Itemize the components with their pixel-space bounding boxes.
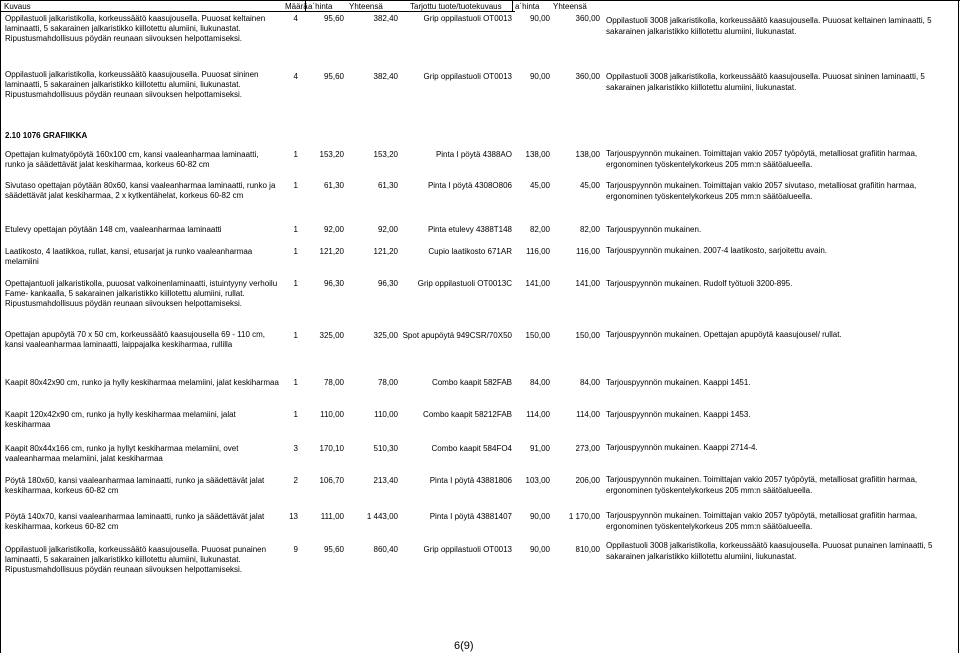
row-total: 1 443,00	[366, 512, 398, 521]
row-quantity: 1	[293, 247, 298, 256]
row-unit-price: 121,20	[319, 247, 344, 256]
row-description: Opettajantuoli jalkaristikolla, puuosat valkoinenlaminaatti, istuintyyny verhoilu Fame- kankaalla, 5 sakarainen jalkaristikko kiillotettu alumiini, rullat. Ripustusmahdollisuus pöydän reunaan siivouksen helpottamiseksi.	[5, 279, 278, 308]
row-offer-total: 360,00	[575, 14, 600, 23]
header-ahinta-offer: a´hinta	[515, 2, 540, 11]
row-unit-price: 95,60	[323, 14, 344, 23]
row-unit-price: 92,00	[323, 225, 344, 234]
row-description: Etulevy opettajan pöytään 148 cm, vaaleanharmaa laminaatti	[5, 225, 222, 234]
header-ahinta: a´hinta	[308, 2, 333, 11]
row-total: 153,20	[373, 150, 398, 159]
row-unit-price: 325,00	[319, 331, 344, 340]
row-offered-product: Combo kaapit 584FO4	[431, 444, 512, 453]
row-offer-note: Tarjouspyynnön mukainen.	[606, 225, 702, 234]
row-offered-product: Cupio laatikosto 671AR	[428, 247, 512, 256]
row-quantity: 1	[293, 331, 298, 340]
row-quantity: 1	[293, 181, 298, 190]
row-offer-note: Tarjouspyynnön mukainen. Toimittajan vakio 2057 työpöytä, metalliosat grafiitin harmaa, ergonominen työskentelykorkeus 205 mm:n säätöalueella.	[606, 149, 918, 169]
row-unit-price: 96,30	[323, 279, 344, 288]
row-total: 325,00	[373, 331, 398, 340]
row-total: 96,30	[377, 279, 398, 288]
row-offered-product: Grip oppilastuoli OT0013	[423, 545, 512, 554]
row-unit-price: 95,60	[323, 72, 344, 81]
row-offer-total: 206,00	[575, 476, 600, 485]
row-offer-total: 114,00	[576, 410, 600, 419]
row-quantity: 4	[293, 14, 298, 23]
row-total: 78,00	[377, 378, 398, 387]
row-quantity: 9	[293, 545, 298, 554]
row-offer-unit-price: 90,00	[529, 512, 550, 521]
row-unit-price: 111,00	[320, 512, 344, 521]
row-offer-note: Tarjouspyynnön mukainen. Kaappi 1451.	[606, 378, 751, 387]
row-total: 860,40	[373, 545, 398, 554]
row-description: Opettajan apupöytä 70 x 50 cm, korkeussäätö kaasujousella 69 - 110 cm, kansi vaaleanharmaa laminaatti, laippajalka keskiharmaa, rullilla	[5, 330, 266, 349]
row-description: Laatikosto, 4 laatikkoa, rullat, kansi, etusarjat ja runko vaaleanharmaa melamiini	[5, 247, 253, 266]
row-total: 382,40	[373, 72, 398, 81]
row-description: Oppilastuoli jalkaristikolla, korkeussäätö kaasujousella. Puuosat sininen laminaatti, 5 sakarainen jalkaristikko kiillotettu alumiini, liukunastat. Ripustusmahdollisuus pöydän reunaan siivouksen helpottamiseksi.	[5, 70, 259, 99]
row-description: Kaapit 120x42x90 cm, runko ja hylly keskiharmaa melamiini, jalat keskiharmaa	[5, 410, 236, 429]
row-offer-note: Tarjouspyynnön mukainen. Opettajan apupöytä kaasujousel/ rullat.	[606, 330, 842, 339]
row-quantity: 13	[289, 512, 298, 521]
header-yhteensa: Yhteensä	[349, 2, 383, 11]
row-offer-note: Tarjouspyynnön mukainen. Rudolf työtuoli 3200-895.	[606, 279, 793, 288]
row-description: Oppilastuoli jalkaristikolla, korkeussäätö kaasujousella. Puuosat keltainen laminaatti, 5 sakarainen jalkaristikko kiillotettu alumiini, liukunastat. Ripustusmahdollisuus pöydän reunaan siivouksen helpottamiseksi.	[5, 14, 266, 43]
row-unit-price: 95,60	[323, 545, 344, 554]
row-offer-total: 1 170,00	[568, 512, 600, 521]
row-quantity: 1	[293, 378, 298, 387]
row-offer-note: Oppilastuoli 3008 jalkaristikolla, korkeussäätö kaasujousella. Puuosat sininen laminaatti, 5 sakarainen jalkaristikko kiillotettu alumiini, liukunastat.	[606, 72, 925, 92]
row-offer-unit-price: 82,00	[529, 225, 550, 234]
row-quantity: 2	[293, 476, 298, 485]
row-quantity: 1	[293, 225, 298, 234]
row-offer-note: Tarjouspyynnön mukainen. Toimittajan vakio 2057 työpöytä, metalliosat grafiitin harmaa, ergonominen työskentelykorkeus 205 mm:n säätöalueella.	[606, 511, 918, 531]
row-offered-product: Pinta I pöytä 43881806	[429, 476, 512, 485]
row-description: Pöytä 140x70, kansi vaaleanharmaa laminaatti, runko ja säädettävät jalat keskiharmaa, korkeus 60-82 cm	[5, 512, 265, 531]
row-offer-unit-price: 45,00	[529, 181, 550, 190]
row-unit-price: 170,10	[319, 444, 344, 453]
row-unit-price: 153,20	[319, 150, 344, 159]
row-offer-total: 273,00	[575, 444, 600, 453]
row-offer-unit-price: 114,00	[526, 410, 550, 419]
row-quantity: 1	[293, 410, 298, 419]
row-total: 92,00	[377, 225, 398, 234]
row-offer-note: Tarjouspyynnön mukainen. Kaappi 2714-4.	[606, 443, 758, 452]
row-offered-product: Grip oppilastuoli OT0013C	[417, 279, 512, 288]
row-offer-note: Tarjouspyynnön mukainen. 2007-4 laatikosto, sarjoitettu avain.	[606, 246, 828, 255]
row-total: 121,20	[373, 247, 398, 256]
row-unit-price: 110,00	[320, 410, 344, 419]
row-offer-total: 360,00	[575, 72, 600, 81]
row-unit-price: 61,30	[323, 181, 344, 190]
row-offer-note: Oppilastuoli 3008 jalkaristikolla, korkeussäätö kaasujousella. Puuosat keltainen laminaatti, 5 sakarainen jalkaristikko kiillotettu alumiini, liukunastat.	[606, 16, 932, 36]
left-border	[0, 0, 1, 653]
row-description: Sivutaso opettajan pöytään 80x60, kansi vaaleanharmaa laminaatti, runko ja säädettävät jalat keskiharmaa, 2 x kytkentähelat, korkeus 60-82 cm	[5, 181, 276, 200]
row-offered-product: Spot apupöytä 949CSR/70X50	[402, 331, 512, 340]
row-offer-unit-price: 90,00	[529, 545, 550, 554]
row-offer-note: Tarjouspyynnön mukainen. Toimittajan vakio 2057 sivutaso, metalliosat grafiitin harmaa, ergonominen työskentelykorkeus 205 mm:n säätöalueella.	[606, 181, 917, 201]
row-total: 110,00	[374, 410, 398, 419]
row-offer-unit-price: 91,00	[529, 444, 550, 453]
header-kuvaus: Kuvaus	[4, 2, 31, 11]
row-description: Pöytä 180x60, kansi vaaleanharmaa laminaatti, runko ja säädettävät jalat keskiharmaa, korkeus 60-82 cm	[5, 476, 265, 495]
row-offer-unit-price: 84,00	[529, 378, 550, 387]
row-offer-total: 116,00	[576, 247, 600, 256]
row-offer-total: 45,00	[579, 181, 600, 190]
row-quantity: 3	[293, 444, 298, 453]
row-total: 382,40	[373, 14, 398, 23]
row-offer-total: 141,00	[575, 279, 600, 288]
row-description: Kaapit 80x44x166 cm, runko ja hyllyt keskiharmaa melamiini, ovet vaaleanharmaa melamiini, jalat keskiharmaa	[5, 444, 239, 463]
row-description: Kaapit 80x42x90 cm, runko ja hylly keskiharmaa melamiini, jalat keskiharmaa	[5, 378, 279, 387]
header-maara: Määrä	[285, 2, 308, 11]
row-offered-product: Pinta etulevy 4388T148	[427, 225, 512, 234]
row-offer-total: 84,00	[579, 378, 600, 387]
row-description: Oppilastuoli jalkaristikolla, korkeussäätö kaasujousella. Puuosat punainen laminaatti, 5 sakarainen jalkaristikko kiillotettu alumiini, liukunastat. Ripustusmahdollisuus pöydän reunaan siivouksen helpottamiseksi.	[5, 545, 267, 574]
row-offer-total: 82,00	[579, 225, 600, 234]
row-description: Opettajan kulmatyöpöytä 160x100 cm, kansi vaaleanharmaa laminaatti, runko ja säädettävät jalat keskiharmaa, korkeus 60-82 cm	[5, 150, 259, 169]
row-offer-unit-price: 116,00	[526, 247, 550, 256]
row-offer-unit-price: 141,00	[525, 279, 550, 288]
row-total: 213,40	[373, 476, 398, 485]
row-quantity: 1	[293, 279, 298, 288]
row-offer-note: Tarjouspyynnön mukainen. Toimittajan vakio 2057 työpöytä, metalliosat grafiitin harmaa, ergonominen työskentelykorkeus 205 mm:n säätöalueella.	[606, 475, 918, 495]
row-offered-product: Pinta I pöytä 4388AO	[435, 150, 512, 159]
row-total: 510,30	[373, 444, 398, 453]
row-offered-product: Combo kaapit 58212FAB	[423, 410, 512, 419]
section-title: 2.10 1076 GRAFIIKKA	[5, 131, 88, 140]
row-unit-price: 106,70	[319, 476, 344, 485]
row-offer-unit-price: 150,00	[525, 331, 550, 340]
row-offer-unit-price: 138,00	[525, 150, 550, 159]
header-yhteensa-offer: Yhteensä	[553, 2, 587, 11]
row-offered-product: Pinta I pöytä 43881407	[429, 512, 512, 521]
row-offered-product: Pinta I pöytä 4308O806	[427, 181, 512, 190]
row-offered-product: Grip oppilastuoli OT0013	[423, 72, 512, 81]
row-total: 61,30	[377, 181, 398, 190]
row-unit-price: 78,00	[323, 378, 344, 387]
row-offer-total: 150,00	[575, 331, 600, 340]
row-quantity: 1	[293, 150, 298, 159]
row-offered-product: Grip oppilastuoli OT0013	[423, 14, 512, 23]
row-offer-total: 138,00	[575, 150, 600, 159]
right-border	[958, 0, 959, 653]
row-offer-unit-price: 90,00	[529, 14, 550, 23]
page-number: 6(9)	[454, 640, 474, 652]
row-offer-total: 810,00	[575, 545, 600, 554]
row-offer-unit-price: 90,00	[529, 72, 550, 81]
header-tarjottu: Tarjottu tuote/tuotekuvaus	[410, 2, 502, 11]
row-offered-product: Combo kaapit 582FAB	[431, 378, 512, 387]
header-top-border	[0, 0, 960, 1]
row-quantity: 4	[293, 72, 298, 81]
header-col-divider-a	[512, 0, 513, 12]
row-offer-unit-price: 103,00	[525, 476, 550, 485]
row-offer-note: Oppilastuoli 3008 jalkaristikolla, korkeussäätö kaasujousella. Puuosat punainen laminaatti, 5 sakarainen jalkaristikko kiillotettu alumiini, liukunastat.	[606, 541, 933, 561]
row-offer-note: Tarjouspyynnön mukainen. Kaappi 1453.	[606, 410, 751, 419]
